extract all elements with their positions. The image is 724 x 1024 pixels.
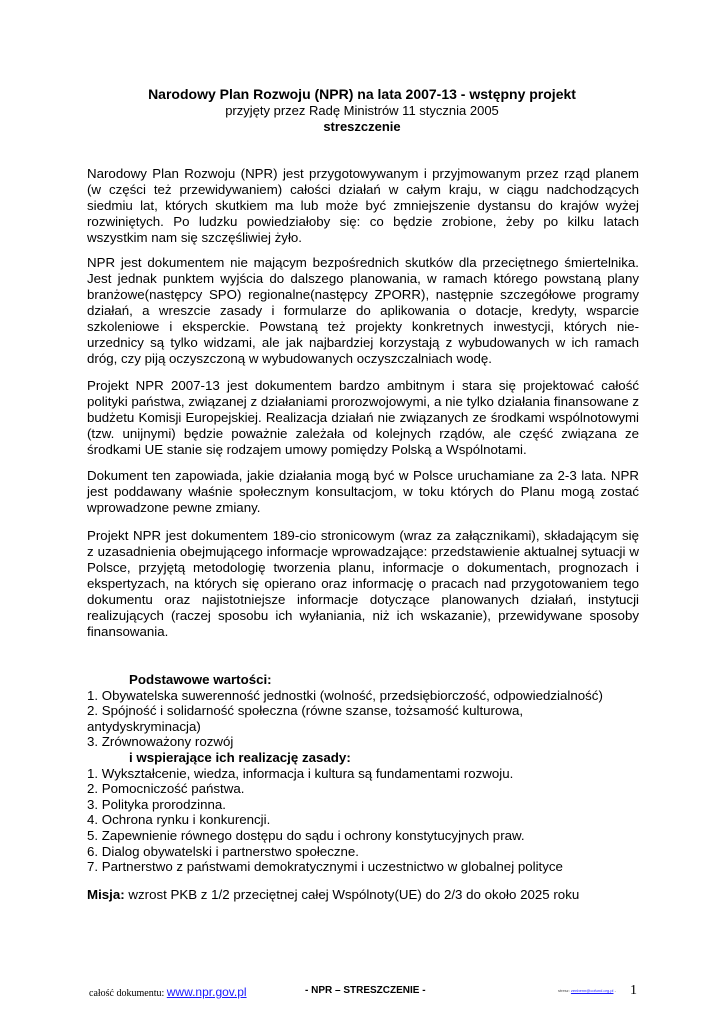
footer-left-label: całość dokumentu: xyxy=(89,988,165,999)
list-item: 6. Dialog obywatelski i partnerstwo społeczne. xyxy=(87,843,359,859)
rules-heading: i wspierające ich realizację zasady: xyxy=(129,749,351,765)
list-item: 1. Obywatelska suwerenność jednostki (wolność, przedsiębiorczość, odpowiedzialność) xyxy=(87,687,603,703)
mission-statement xyxy=(87,887,579,903)
footer-right-suffix: - xyxy=(614,988,616,993)
paragraph-planning xyxy=(87,255,639,367)
paragraph-structure xyxy=(87,528,639,640)
paragraph-text: Narodowy Plan Rozwoju (NPR) jest przygotowywanym i przyjmowanym przez rząd planem (w części też przewidywaniem) całości działań w całym kraju, w ciągu nadchodzących siedmiu lat, których skutkiem ma lub może być zmniejszenie dystansu do krajów wyżej rozwiniętych. Po ludzku powiedziałoby się: co będzie zrobione, żeby po kilku latach wszystkim nam się szczęśliwiej żyło. xyxy=(87,166,639,245)
footer-center: - NPR – STRESZCZENIE - xyxy=(305,985,426,996)
list-item: 3. Polityka prorodzinna. xyxy=(87,796,226,812)
footer-right xyxy=(558,988,616,993)
list-item: 4. Ochrona rynku i konkurencji. xyxy=(87,812,271,828)
list-item: 2. Pomocniczość państwa. xyxy=(87,781,245,797)
document-subtitle: przyjęty przez Radę Ministrów 11 stycznia 2005 xyxy=(225,103,499,118)
paragraph-text: Projekt NPR 2007-13 jest dokumentem bardzo ambitnym i stara się projektować całość polityki państwa, związanej z działaniami prorozwojowymi, a nie tylko działania finansowane z budżetu Komisji Europejskiej. Realizacja działań nie związanych ze środkami wspólnotowymi (tzw. unijnymi) będzie poważnie zależała od kolejnych rządów, ale część związana ze środkami UE stanie się rodzajem umowy pomiędzy Polską a Wspólnotami. xyxy=(87,378,639,457)
paragraph-text: Projekt NPR jest dokumentem 189-cio stronicowym (wraz za załącznikami), składającym się z uzasadnienia obejmującego informacje wprowadzające: przedstawienie aktualnej sytuacji w Polsce, przyjętą metodologię tworzenia planu, informacje o dokumentach, prognozach i ekspertyzach, na których się opierano oraz informację o pracach nad przygotowaniem tego dokumentu oraz najistotniejsze informacje dotyczące planowanych działań, instytucji realizujących (raczej sposobu ich wyłaniania, niż ich wskazanie), przewidywane sposoby finansowania. xyxy=(87,528,639,639)
paragraph-text: NPR jest dokumentem nie mającym bezpośrednich skutków dla przeciętnego śmiertelnika. Jest jednak punktem wyjścia do dalszego planowania, w ramach którego powstaną plany branżowe(następcy SPO) regionalne(następcy ZPORR), następnie szczegółowe programy działań, a wreszcie zasady i formularze do aplikowania o dotacje, kredyty, wsparcie szkoleniowe i eksperckie. Powstaną też projekty konkretnych inwestycji, których nie-urzednicy są tylko widzami, ale jak najbardziej korzystają z wybudowanych w ich ramach dróg, czy piją oczyszczoną w wybudowanych oczyszczalniach wodę. xyxy=(87,255,639,366)
values-list xyxy=(87,672,647,875)
list-item: 2. Spójność i solidarność społeczna (równe szanse, tożsamość kulturowa, xyxy=(87,703,524,719)
list-item: 3. Zrównoważony rozwój xyxy=(87,734,234,750)
mission-label: Misja: xyxy=(87,887,125,902)
footer-right-label: stresz: xyxy=(558,988,570,993)
list-item: 1. Wykształcenie, wiedza, informacja i kultura są fundamentami rozwoju. xyxy=(87,765,514,781)
page-number: 1 xyxy=(630,983,637,998)
paragraph-text: Dokument ten zapowiada, jakie działania mogą być w Polsce uruchamiane za 2-3 lata. NPR jest poddawany właśnie społecznym konsultacjom, w toku których do Planu mogą zostać wprowadzone pewne zmiany. xyxy=(87,468,639,515)
footer-website-link[interactable]: www.npr.gov.pl xyxy=(166,985,247,999)
list-item: 5. Zapewnienie równego dostępu do sądu i ochrony konstytucyjnych praw. xyxy=(87,827,525,843)
paragraph-consultation xyxy=(87,468,639,516)
paragraph-ambition xyxy=(87,378,639,458)
document-label: streszczenie xyxy=(323,119,401,134)
mission-text: wzrost PKB z 1/2 przeciętnej całej Wspólnoty(UE) do 2/3 do około 2025 roku xyxy=(128,887,580,902)
list-item: antydyskryminacja) xyxy=(87,718,201,734)
footer-email-link[interactable]: zenbenn@cofund.org.pl xyxy=(570,988,614,993)
list-item: 7. Partnerstwo z państwami demokratycznymi i uczestnictwo w globalnej polityce xyxy=(87,859,563,875)
document-title: Narodowy Plan Rozwoju (NPR) na lata 2007-13 - wstępny projekt xyxy=(148,86,576,102)
paragraph-intro xyxy=(87,166,639,246)
footer-left xyxy=(89,985,247,999)
values-heading: Podstawowe wartości: xyxy=(129,672,272,687)
